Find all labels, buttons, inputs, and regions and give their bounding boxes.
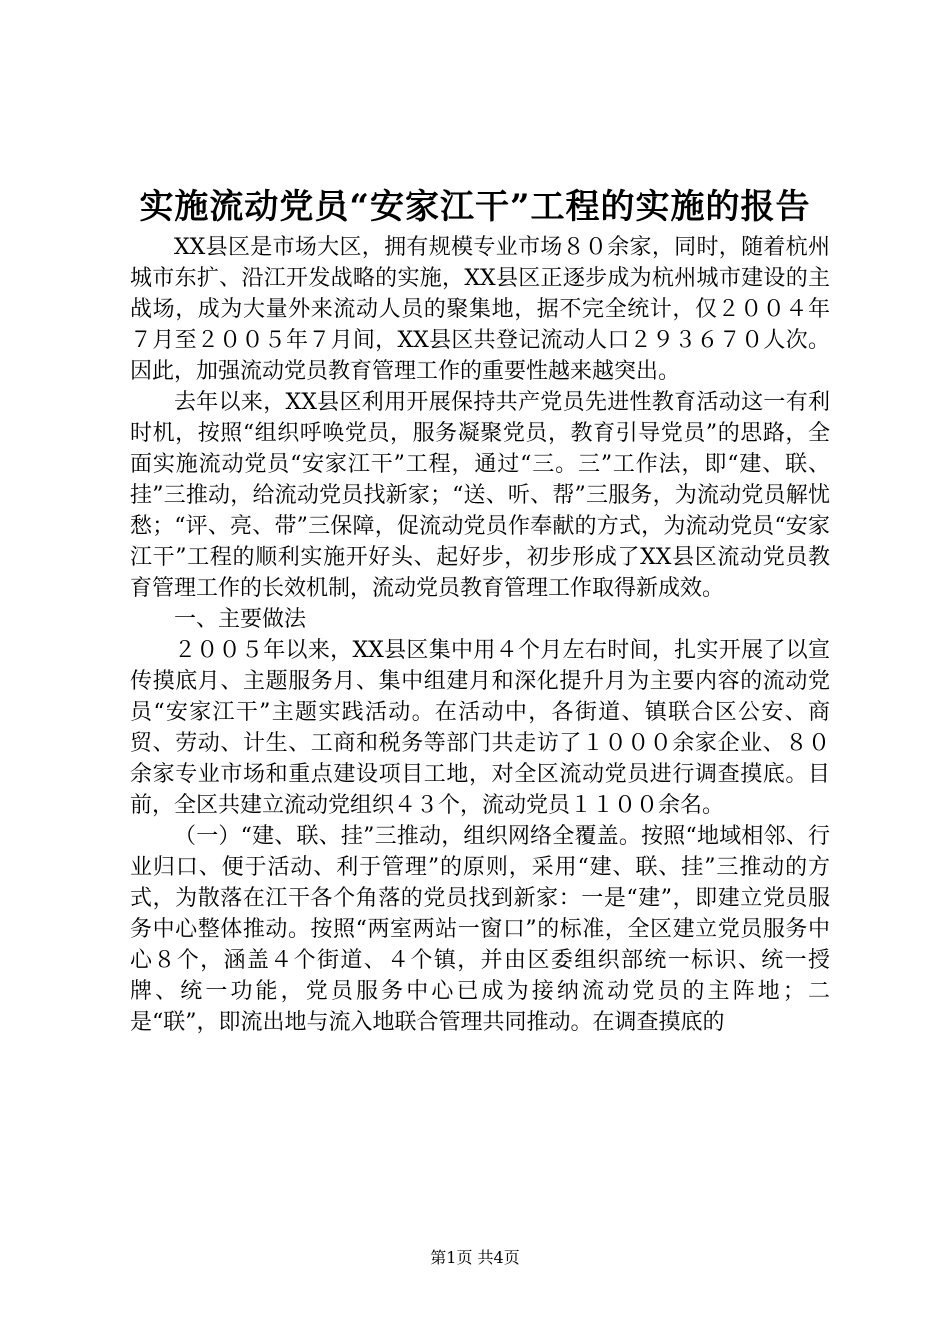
section-paragraph-2: （一）“建、联、挂”三推动，组织网络全覆盖。按照“地域相邻、行业归口、便于活动、利于管理”的原则，采用“建、联、挂”三推动的方式，为散落在江干各个角落的党员找到新家：一是“建”，即建立党员服务中心整体推动。按照“两室两站一窗口”的标准，全区建立党员服务中心８个，涵盖４个街道、４个镇，并由区委组织部统一标识、统一授牌、统一功能，党员服务中心已成为接纳流动党员的主阵地；二是“联”，即流出地与流入地联合管理共同推动。在调查摸底的 [130, 824, 830, 1035]
document-title: 实施流动党员“安家江干”工程的实施的报告 [139, 187, 811, 227]
document-body [130, 232, 830, 1038]
page-footer: 第1页 共4页 [430, 1248, 520, 1267]
body-paragraph-2: 去年以来，XX县区利用开展保持共产党员先进性教育活动这一有利时机，按照“组织呼唤党员，服务凝聚党员，教育引导党员”的思路，全面实施流动党员“安家江干”工程，通过“三。三”工作法，即“建、联、挂”三推动，给流动党员找新家；“送、听、帮”三服务，为流动党员解忧愁；“评、亮、带”三保障，促流动党员作奉献的方式，为流动党员“安家江干”工程的顺利实施开好头、起好步，初步形成了XX县区流动党员教育管理工作的长效机制，流动党员教育管理工作取得新成效。 [130, 390, 830, 601]
body-paragraph-1: XX县区是市场大区，拥有规模专业市场８０余家，同时，随着杭州城市东扩、沿江开发战略的实施，XX县区正逐步成为杭州城市建设的主战场，成为大量外来流动人员的聚集地，据不完全统计，仅２００４年７月至２００５年７月间，XX县区共登记流动人口２９３６７０人次。因此，加强流动党员教育管理工作的重要性越来越突出。 [130, 235, 830, 384]
section-paragraph-1: ２００５年以来，XX县区集中用４个月左右时间，扎实开展了以宣传摸底月、主题服务月、集中组建月和深化提升月为主要内容的流动党员“安家江干”主题实践活动。在活动中，各街道、镇联合区公安、商贸、劳动、计生、工商和税务等部门共走访了１０００余家企业、８０余家专业市场和重点建设项目工地，对全区流动党员进行调查摸底。目前，全区共建立流动党组织４３个，流动党员１１００余名。 [130, 638, 830, 818]
section-heading: 一、主要做法 [174, 607, 307, 632]
